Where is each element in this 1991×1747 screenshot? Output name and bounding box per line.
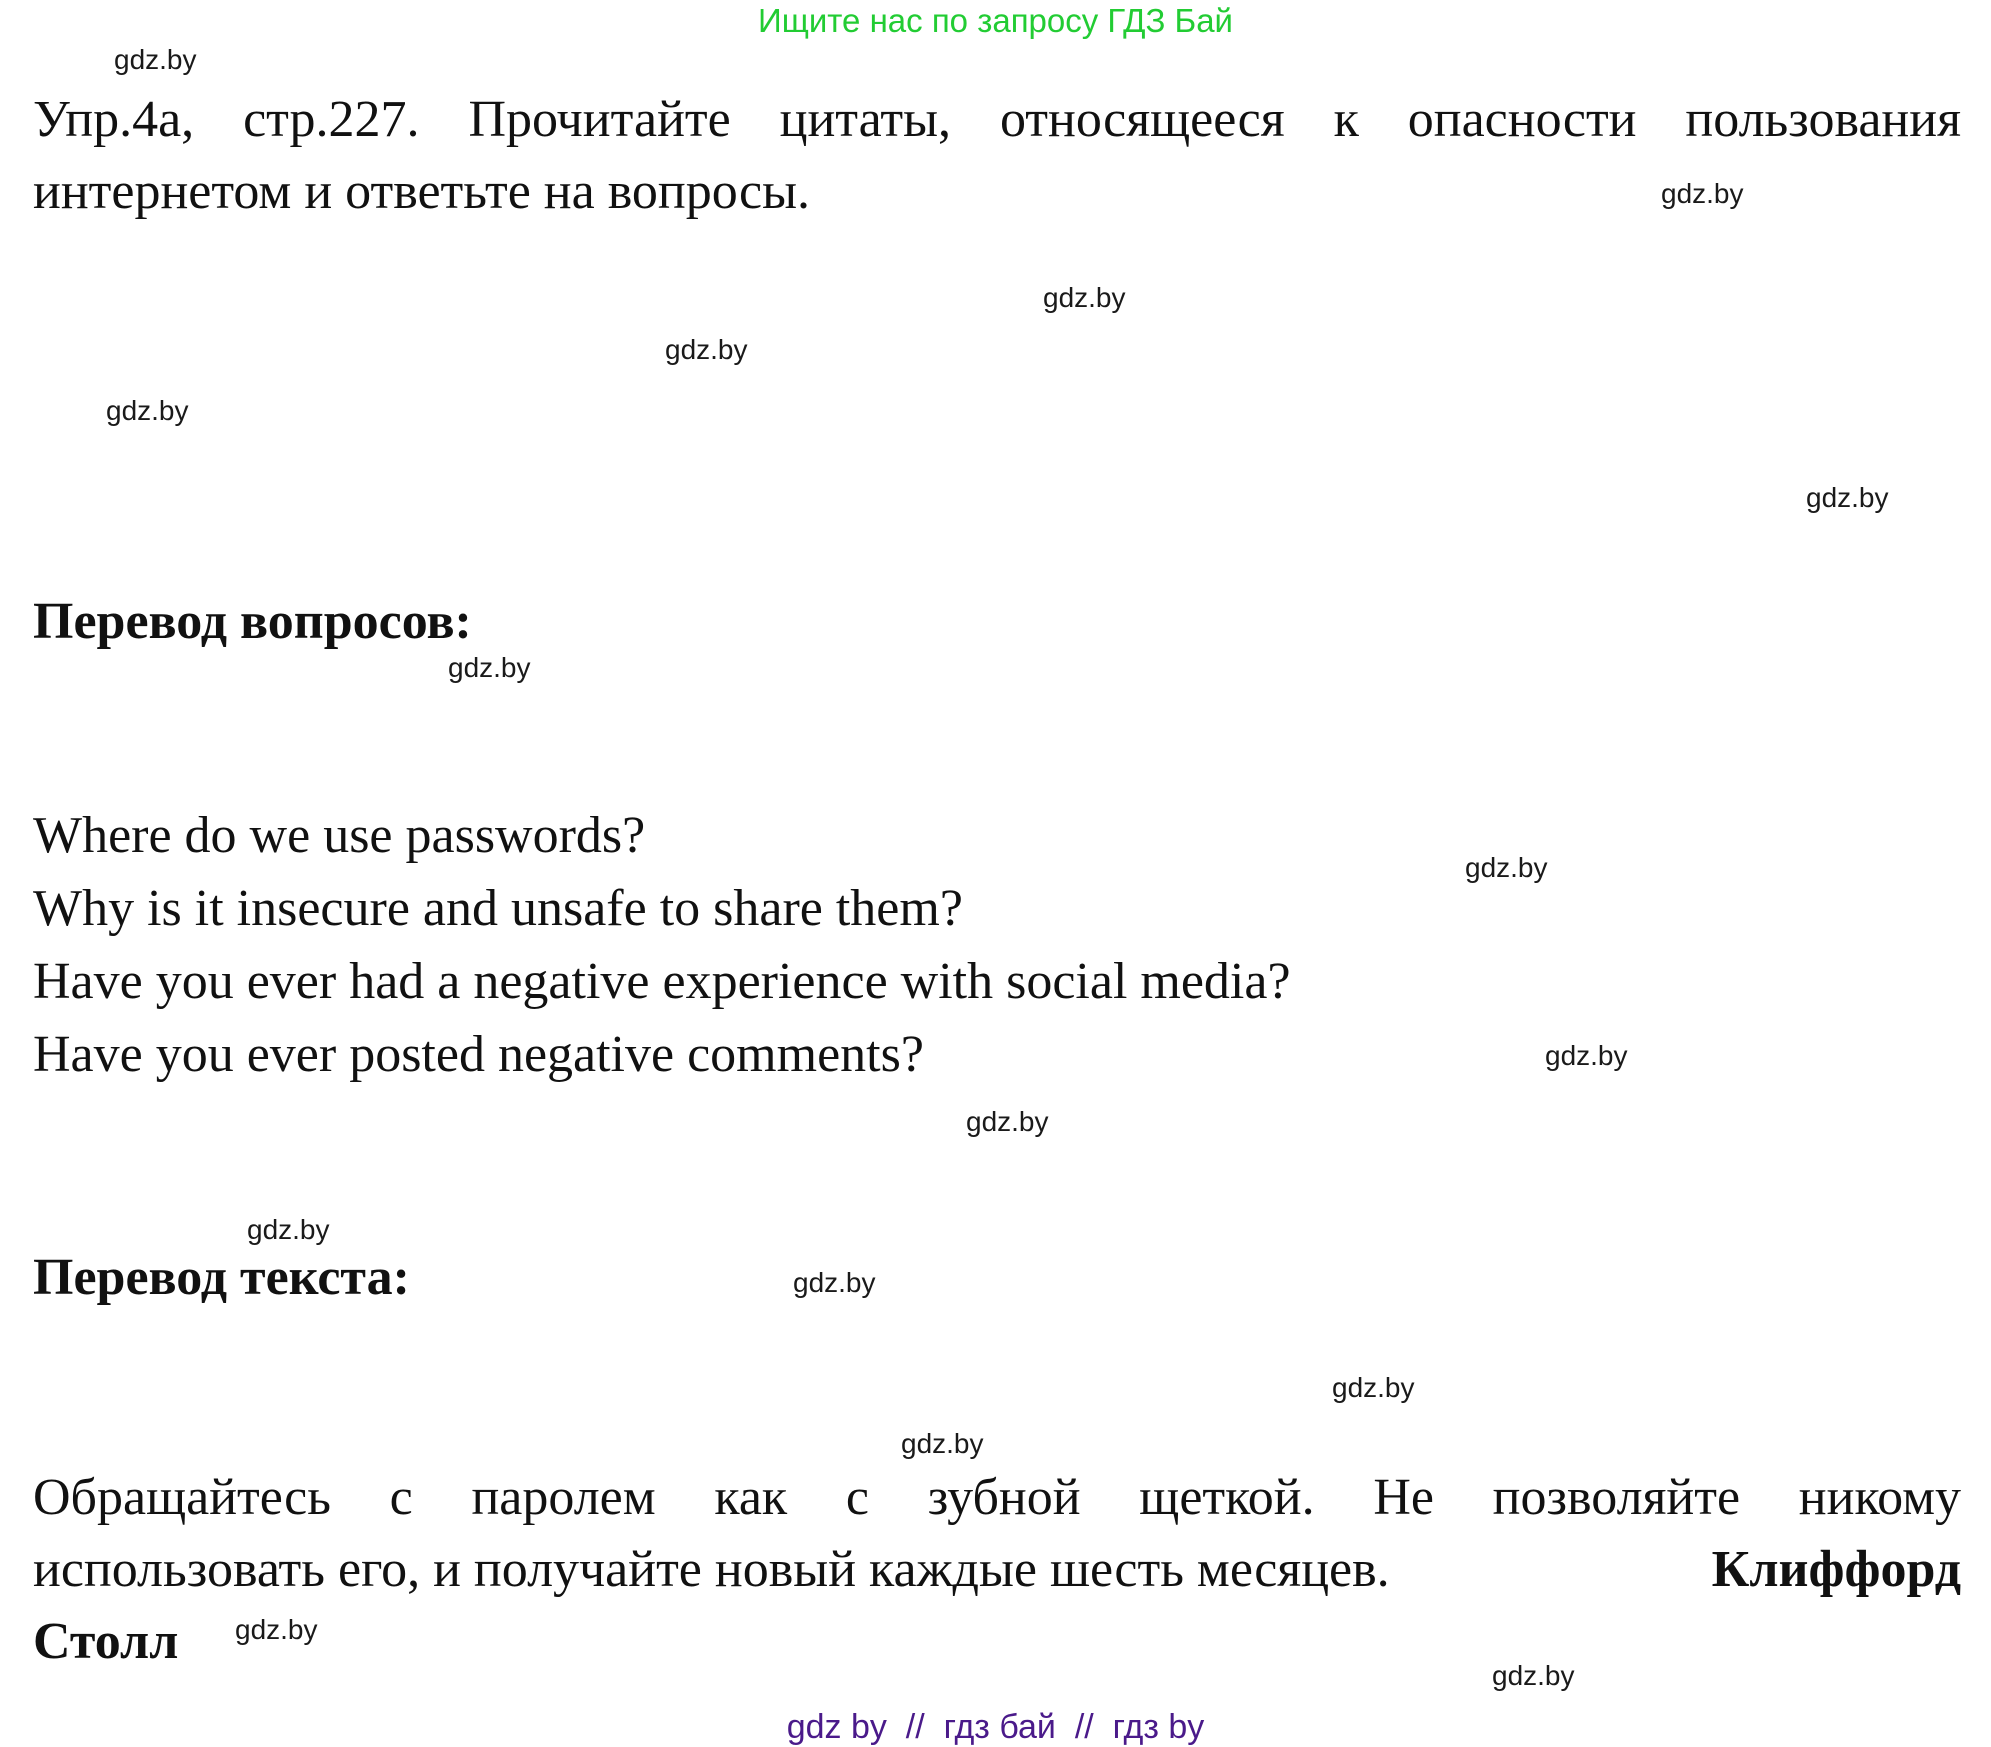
watermark: gdz.by (1332, 1372, 1415, 1403)
watermark: gdz.by (106, 395, 189, 426)
footer-links[interactable] (0, 1708, 1991, 1747)
text-heading: Перевод текста: (33, 1249, 410, 1306)
watermark: gdz.by (235, 1614, 318, 1645)
watermark: gdz.by (966, 1106, 1049, 1137)
question-4: Have you ever posted negative comments? (33, 1026, 924, 1083)
watermark: gdz.by (114, 44, 197, 75)
quote-line-2-row (33, 1534, 1961, 1606)
watermark: gdz.by (1465, 852, 1548, 883)
watermark: gdz.by (1043, 282, 1126, 313)
watermark: gdz.by (247, 1214, 330, 1245)
quote-text (33, 1462, 1961, 1678)
footer-text[interactable]: gdz by // гдз бай // гдз by (786, 1708, 1205, 1746)
task-line-1: Упр.4а, стр.227. Прочитайте цитаты, относящееся к опасности пользования (33, 91, 1961, 148)
watermark: gdz.by (901, 1428, 984, 1459)
task-line-2: интернетом и ответьте на вопросы. (33, 163, 811, 220)
promo-banner[interactable]: Ищите нас по запросу ГДЗ Бай (758, 2, 1233, 39)
watermark: gdz.by (1806, 482, 1889, 513)
quote-line-1: Обращайтесь с паролем как с зубной щеткой. Не позволяйте никому (33, 1469, 1961, 1526)
watermark: gdz.by (665, 334, 748, 365)
quote-author-last: Столл (33, 1613, 179, 1670)
quote-line-2: использовать его, и получайте новый каждые шесть месяцев. (33, 1541, 1390, 1598)
watermark: gdz.by (1545, 1040, 1628, 1071)
question-3: Have you ever had a negative experience with social media? (33, 953, 1291, 1010)
questions-heading: Перевод вопросов: (33, 593, 472, 650)
watermark: gdz.by (793, 1267, 876, 1298)
watermark: gdz.by (448, 652, 531, 683)
question-1: Where do we use passwords? (33, 807, 646, 864)
quote-author-first: Клиффорд (1711, 1541, 1961, 1598)
question-2: Why is it insecure and unsafe to share them? (33, 880, 963, 937)
watermark: gdz.by (1492, 1660, 1575, 1691)
watermark: gdz.by (1661, 178, 1744, 209)
